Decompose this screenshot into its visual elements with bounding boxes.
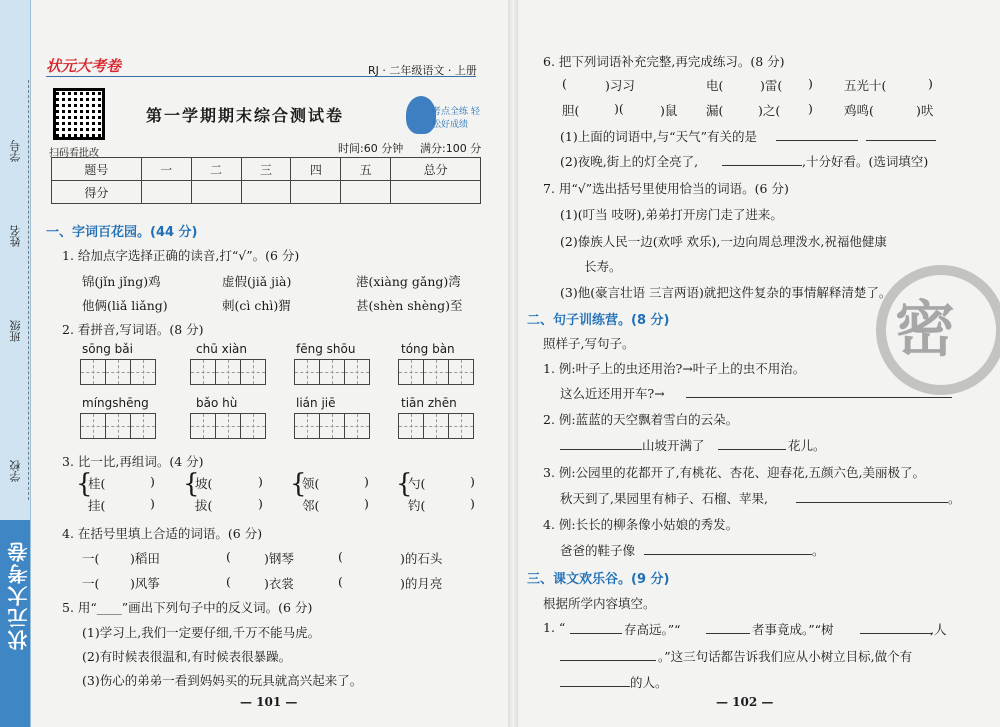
q4-part[interactable]: )衣裳 (264, 576, 294, 591)
q1-item[interactable]: 甚(shèn shèng)至 (356, 298, 463, 313)
q5-item[interactable]: (2)有时候表很温和,有时候表很暴躁。 (82, 649, 292, 664)
q6-sub2b: ,十分好看。(选词填空) (802, 154, 929, 169)
q4-part[interactable]: )的石头 (400, 551, 443, 566)
sec2-intro: 照样子,写句子。 (543, 336, 635, 351)
q3-item[interactable]: 坡( (195, 476, 213, 491)
q3-close: ) (364, 474, 369, 489)
q5-text: 5. 用“____”画出下列句子中的反义词。(6 分) (62, 600, 313, 615)
q6-part: )吠 (916, 103, 934, 118)
answer-blank[interactable] (866, 140, 936, 141)
q3-close: ) (150, 496, 155, 511)
writing-grid[interactable] (80, 359, 155, 389)
pinyin-label: tiān zhēn (401, 396, 457, 410)
score-header: 一 (141, 158, 191, 181)
q3-item[interactable]: 挂( (88, 498, 106, 513)
score-cell[interactable] (391, 181, 481, 204)
q3-item[interactable]: 桂( (88, 476, 106, 491)
q3-item[interactable]: 拔( (195, 498, 213, 513)
score-cell[interactable] (191, 181, 241, 204)
q1-item[interactable]: 锦(jǐn jǐng)鸡 (82, 274, 161, 289)
exam-title: 第一学期期末综合测试卷 (146, 106, 345, 125)
q6-part[interactable]: )习习 (605, 78, 635, 93)
score-header: 题号 (52, 158, 142, 181)
pinyin-label: fēng shōu (296, 342, 356, 356)
q3-close: ) (364, 496, 369, 511)
exam-time: 时间:60 分钟 (338, 142, 404, 155)
q6-part[interactable]: ( (562, 76, 567, 91)
q2-text: 2. 看拼音,写词语。(8 分) (62, 322, 204, 337)
sec3-line: 。”这三句话都告诉我们应从小树立目标,做个有 (658, 649, 913, 664)
sec3-line: ,人 (930, 622, 947, 637)
header-rule (46, 76, 476, 77)
answer-blank[interactable] (722, 165, 802, 166)
exam-full-score: 满分:100 分 (420, 142, 482, 155)
cut-line (28, 80, 29, 500)
q6-sub1: (1)上面的词语中,与“天气”有关的是 (560, 129, 757, 144)
q7-text: 7. 用“√”选出括号里使用恰当的词语。(6 分) (543, 181, 789, 196)
q4-part[interactable]: )钢琴 (264, 551, 294, 566)
q1-item[interactable]: 他俩(liǎ liǎng) (82, 298, 168, 313)
qr-code[interactable] (53, 88, 105, 140)
q4-part[interactable]: )的月亮 (400, 576, 443, 591)
q3-close: ) (470, 474, 475, 489)
q4-part[interactable]: )稻田 (130, 551, 160, 566)
score-cell[interactable] (141, 181, 191, 204)
q1-item[interactable]: 虚假(jiǎ jià) (222, 274, 292, 289)
answer-blank[interactable] (718, 449, 786, 450)
q4-part[interactable]: )风筝 (130, 576, 160, 591)
sec3-line: 存高远。”“ (624, 622, 681, 637)
q6-part[interactable]: )之( (758, 103, 781, 118)
brace: { (183, 469, 200, 499)
spine-label-name: 姓名 (9, 225, 22, 247)
sec2-prompt: 这么近还用开车?→ (560, 386, 665, 401)
spine-label-class: 班级 (9, 320, 22, 342)
q4-text: 4. 在括号里填上合适的词语。(6 分) (62, 526, 263, 541)
brace: { (290, 469, 307, 499)
q6-part[interactable]: 鸡鸣( (844, 103, 874, 118)
writing-grid[interactable] (294, 413, 369, 443)
answer-blank[interactable] (570, 633, 622, 634)
sec2-prompt: 爸爸的鞋子像 (560, 543, 636, 558)
writing-grid[interactable] (190, 413, 265, 443)
answer-blank[interactable] (776, 140, 858, 141)
pinyin-label: sōng bǎi (82, 342, 133, 356)
logo: 状元大考卷 (46, 57, 122, 75)
writing-grid[interactable] (398, 413, 473, 443)
sec3-line: 的人。 (630, 675, 668, 690)
spine-label-school: 学校 (9, 460, 22, 482)
q1-text: 1. 给加点字选择正确的读音,打“√”。(6 分) (62, 248, 300, 263)
answer-blank[interactable] (560, 449, 642, 450)
writing-grid[interactable] (294, 359, 369, 389)
score-header: 二 (191, 158, 241, 181)
sec3-line: 1. “ (543, 620, 566, 635)
sec2-period: 。 (812, 543, 825, 558)
sec2-example: 1. 例:叶子上的虫还用治?→叶子上的虫不用治。 (543, 361, 806, 376)
score-header: 四 (291, 158, 341, 181)
q3-item[interactable]: 领( (302, 476, 320, 491)
qr-caption: 扫码看批改 (49, 148, 99, 159)
q7-item[interactable]: (2)傣族人民一边(欢呼 欢乐),一边向周总理泼水,祝福他健康 (560, 234, 887, 249)
score-header: 总分 (391, 158, 481, 181)
q6-part[interactable]: )( (614, 101, 624, 116)
q6-text: 6. 把下列词语补充完整,再完成练习。(8 分) (543, 54, 785, 69)
page-number-right: — 102 — (716, 695, 774, 709)
q3-close: ) (258, 496, 263, 511)
confidential-stamp-text: 密 (895, 295, 955, 365)
score-cell[interactable] (291, 181, 341, 204)
brace: { (396, 469, 413, 499)
q7-item[interactable]: (1)(叮当 吱呀),弟弟打开房门走了进来。 (560, 207, 783, 222)
answer-blank[interactable] (706, 633, 750, 634)
q4-part: ( (338, 574, 343, 589)
score-table (51, 157, 481, 204)
q3-close: ) (150, 474, 155, 489)
answer-blank[interactable] (860, 633, 932, 634)
page-number-left: — 101 — (240, 695, 298, 709)
writing-grid[interactable] (190, 359, 265, 389)
sec2-prompt: 花儿。 (788, 438, 826, 453)
q5-item[interactable]: (3)伤心的弟弟一看到妈妈买的玩具就高兴起来了。 (82, 673, 363, 688)
q7-item: 长寿。 (584, 259, 622, 274)
q6-part[interactable]: )雷( (760, 78, 783, 93)
spine-label-student-id: 学号 (9, 140, 22, 162)
sec3-line: 者事竟成。”“树 (752, 622, 834, 637)
pinyin-label: míngshēng (82, 396, 149, 410)
q4-part: 一( (82, 551, 100, 566)
q6-part[interactable]: 漏( (706, 103, 724, 118)
pinyin-label: bǎo hù (196, 396, 238, 410)
mascot-text: 考点全练 轻松好成绩 (432, 107, 480, 130)
q6-part: ) (928, 76, 933, 91)
score-cell[interactable] (341, 181, 391, 204)
writing-grid[interactable] (398, 359, 473, 389)
answer-blank[interactable] (796, 502, 948, 503)
sec2-example: 2. 例:蓝蓝的天空飘着雪白的云朵。 (543, 412, 739, 427)
series-label: RJ · 二年级语文 · 上册 (368, 64, 477, 77)
sec3-intro: 根据所学内容填空。 (543, 596, 656, 611)
score-row-label: 得分 (52, 181, 142, 204)
pinyin-label: chū xiàn (196, 342, 248, 356)
answer-blank[interactable] (560, 686, 630, 687)
answer-blank[interactable] (686, 397, 952, 398)
brace: { (76, 469, 93, 499)
sec2-period: 。 (948, 491, 961, 506)
q4-part: ( (226, 574, 231, 589)
section-3-title: 三、课文欢乐谷。(9 分) (527, 572, 670, 587)
q6-part[interactable]: 胆( (562, 103, 580, 118)
sec2-prompt: 山坡开满了 (642, 438, 705, 453)
score-header: 五 (341, 158, 391, 181)
q4-part: ( (338, 549, 343, 564)
q3-item[interactable]: 邻( (302, 498, 320, 513)
writing-grid[interactable] (80, 413, 155, 443)
q6-part[interactable]: 五光十( (844, 78, 887, 93)
answer-blank[interactable] (644, 554, 812, 555)
spine-brand: 状元大考卷 (7, 540, 31, 650)
q6-part: )鼠 (660, 103, 678, 118)
sec2-example: 4. 例:长长的柳条像小姑娘的秀发。 (543, 517, 739, 532)
answer-blank[interactable] (560, 660, 656, 661)
q3-text: 3. 比一比,再组词。(4 分) (62, 454, 204, 469)
pinyin-label: lián jiē (296, 396, 336, 410)
q4-part: ( (226, 549, 231, 564)
q3-close: ) (470, 496, 475, 511)
q7-item[interactable]: (3)他(豪言壮语 三言两语)就把这件复杂的事情解释清楚了。 (560, 285, 892, 300)
q5-item[interactable]: (1)学习上,我们一定要仔细,千万不能马虎。 (82, 625, 321, 640)
page-fold (508, 0, 518, 727)
q3-close: ) (258, 474, 263, 489)
q4-part: 一( (82, 576, 100, 591)
q3-item[interactable]: 勺( (408, 476, 426, 491)
q6-part: ) (808, 101, 813, 116)
q1-item[interactable]: 港(xiàng gǎng)湾 (356, 274, 461, 289)
q6-sub2a: (2)夜晚,街上的灯全亮了, (560, 154, 699, 169)
pinyin-label: tóng bàn (401, 342, 455, 356)
score-cell[interactable] (241, 181, 291, 204)
sec2-example: 3. 例:公园里的花都开了,有桃花、杏花、迎春花,五颜六色,美丽极了。 (543, 465, 926, 480)
section-2-title: 二、句子训练营。(8 分) (527, 313, 670, 328)
q3-item[interactable]: 钓( (408, 498, 426, 513)
q6-part[interactable]: 电( (706, 78, 724, 93)
score-header: 三 (241, 158, 291, 181)
section-1-title: 一、字词百花园。(44 分) (46, 225, 198, 240)
sec2-prompt: 秋天到了,果园里有柿子、石榴、苹果, (560, 491, 768, 506)
q1-item[interactable]: 刺(cì chì)猬 (222, 298, 291, 313)
q6-part: ) (808, 76, 813, 91)
